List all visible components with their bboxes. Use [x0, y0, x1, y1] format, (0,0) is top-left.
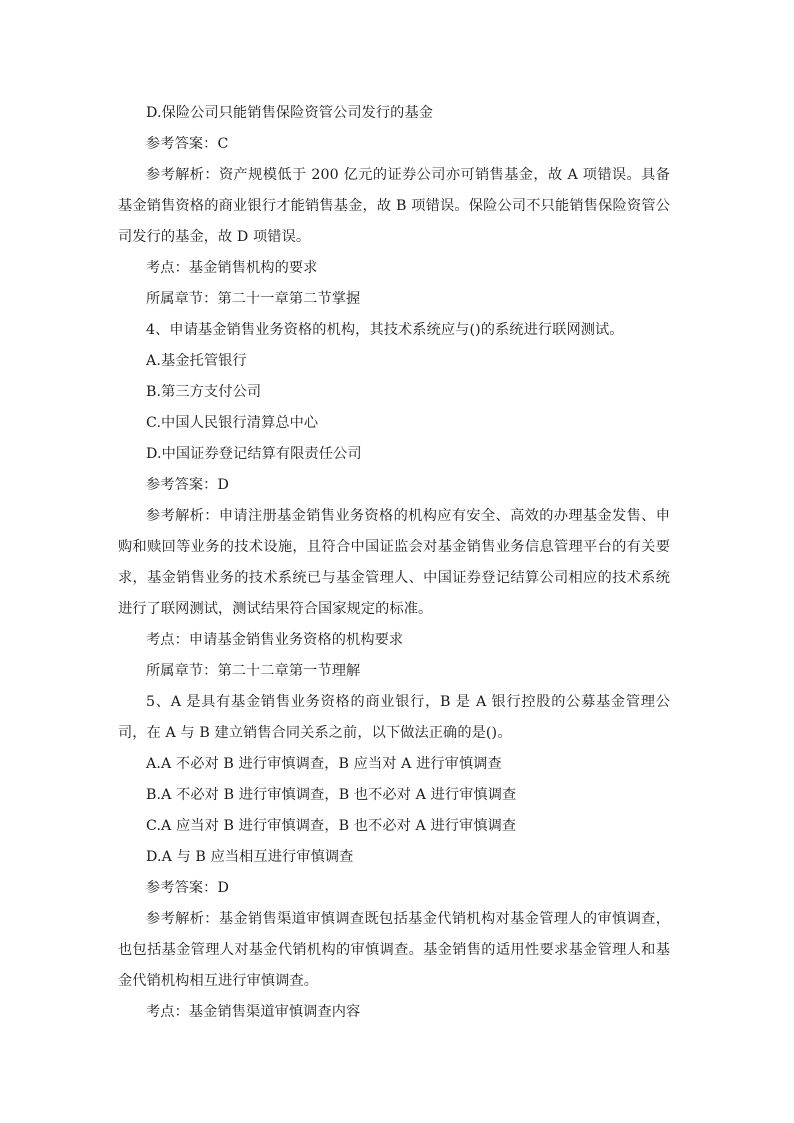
knowledge-point-q5: 考点：基金销售渠道审慎调查内容: [146, 1004, 361, 1020]
answer-q5: 参考答案：D: [146, 880, 229, 896]
option-d-q3: D.保险公司只能销售保险资管公司发行的基金: [146, 105, 434, 121]
answer-q3: 参考答案：C: [146, 136, 229, 152]
question-5: 5、A 是具有基金销售业务资格的商业银行，B 是 A 银行控股的公募基金管理公司，在 A 与 B 建立销售合同关系之前，以下做法正确的是()。: [118, 694, 670, 741]
option-a-q4: A.基金托管银行: [146, 353, 247, 369]
chapter-q3: 所属章节：第二十一章第二节掌握: [146, 291, 361, 307]
option-b-q4: B.第三方支付公司: [146, 384, 262, 400]
option-d-q5: D.A 与 B 应当相互进行审慎调查: [146, 849, 354, 865]
option-c-q4: C.中国人民银行清算总中心: [146, 415, 319, 431]
answer-q4: 参考答案：D: [146, 477, 229, 493]
explanation-q5: 参考解析：基金销售渠道审慎调查既包括基金代销机构对基金管理人的审慎调查，也包括基金管理人对基金代销机构的审慎调查。基金销售的适用性要求基金管理人和基金代销机构相互进行审慎调查。: [118, 911, 670, 989]
option-d-q4: D.中国证券登记结算有限责任公司: [146, 446, 362, 462]
option-a-q5: A.A 不必对 B 进行审慎调查，B 应当对 A 进行审慎调查: [146, 756, 502, 772]
knowledge-point-q4: 考点：申请基金销售业务资格的机构要求: [146, 632, 404, 648]
chapter-q4: 所属章节：第二十二章第一节理解: [146, 663, 361, 679]
explanation-q4: 参考解析：申请注册基金销售业务资格的机构应有安全、高效的办理基金发售、申购和赎回等业务的技术设施，且符合中国证监会对基金销售业务信息管理平台的有关要求，基金销售业务的技术系统已与基金管理人、中国证券登记结算公司相应的技术系统进行了联网测试，测试结果符合国家规定的标准。: [118, 508, 670, 617]
option-b-q5: B.A 不必对 B 进行审慎调查，B 也不必对 A 进行审慎调查: [146, 787, 517, 803]
option-c-q5: C.A 应当对 B 进行审慎调查，B 也不必对 A 进行审慎调查: [146, 818, 517, 834]
explanation-q3: 参考解析：资产规模低于 200 亿元的证券公司亦可销售基金，故 A 项错误。具备基金销售资格的商业银行才能销售基金，故 B 项错误。保险公司不只能销售保险资管公司发行的基金，故 D 项错误。: [118, 167, 670, 245]
knowledge-point-q3: 考点：基金销售机构的要求: [146, 260, 318, 276]
document-body: [118, 98, 670, 1028]
question-4: 4、申请基金销售业务资格的机构，其技术系统应与()的系统进行联网测试。: [146, 322, 624, 338]
